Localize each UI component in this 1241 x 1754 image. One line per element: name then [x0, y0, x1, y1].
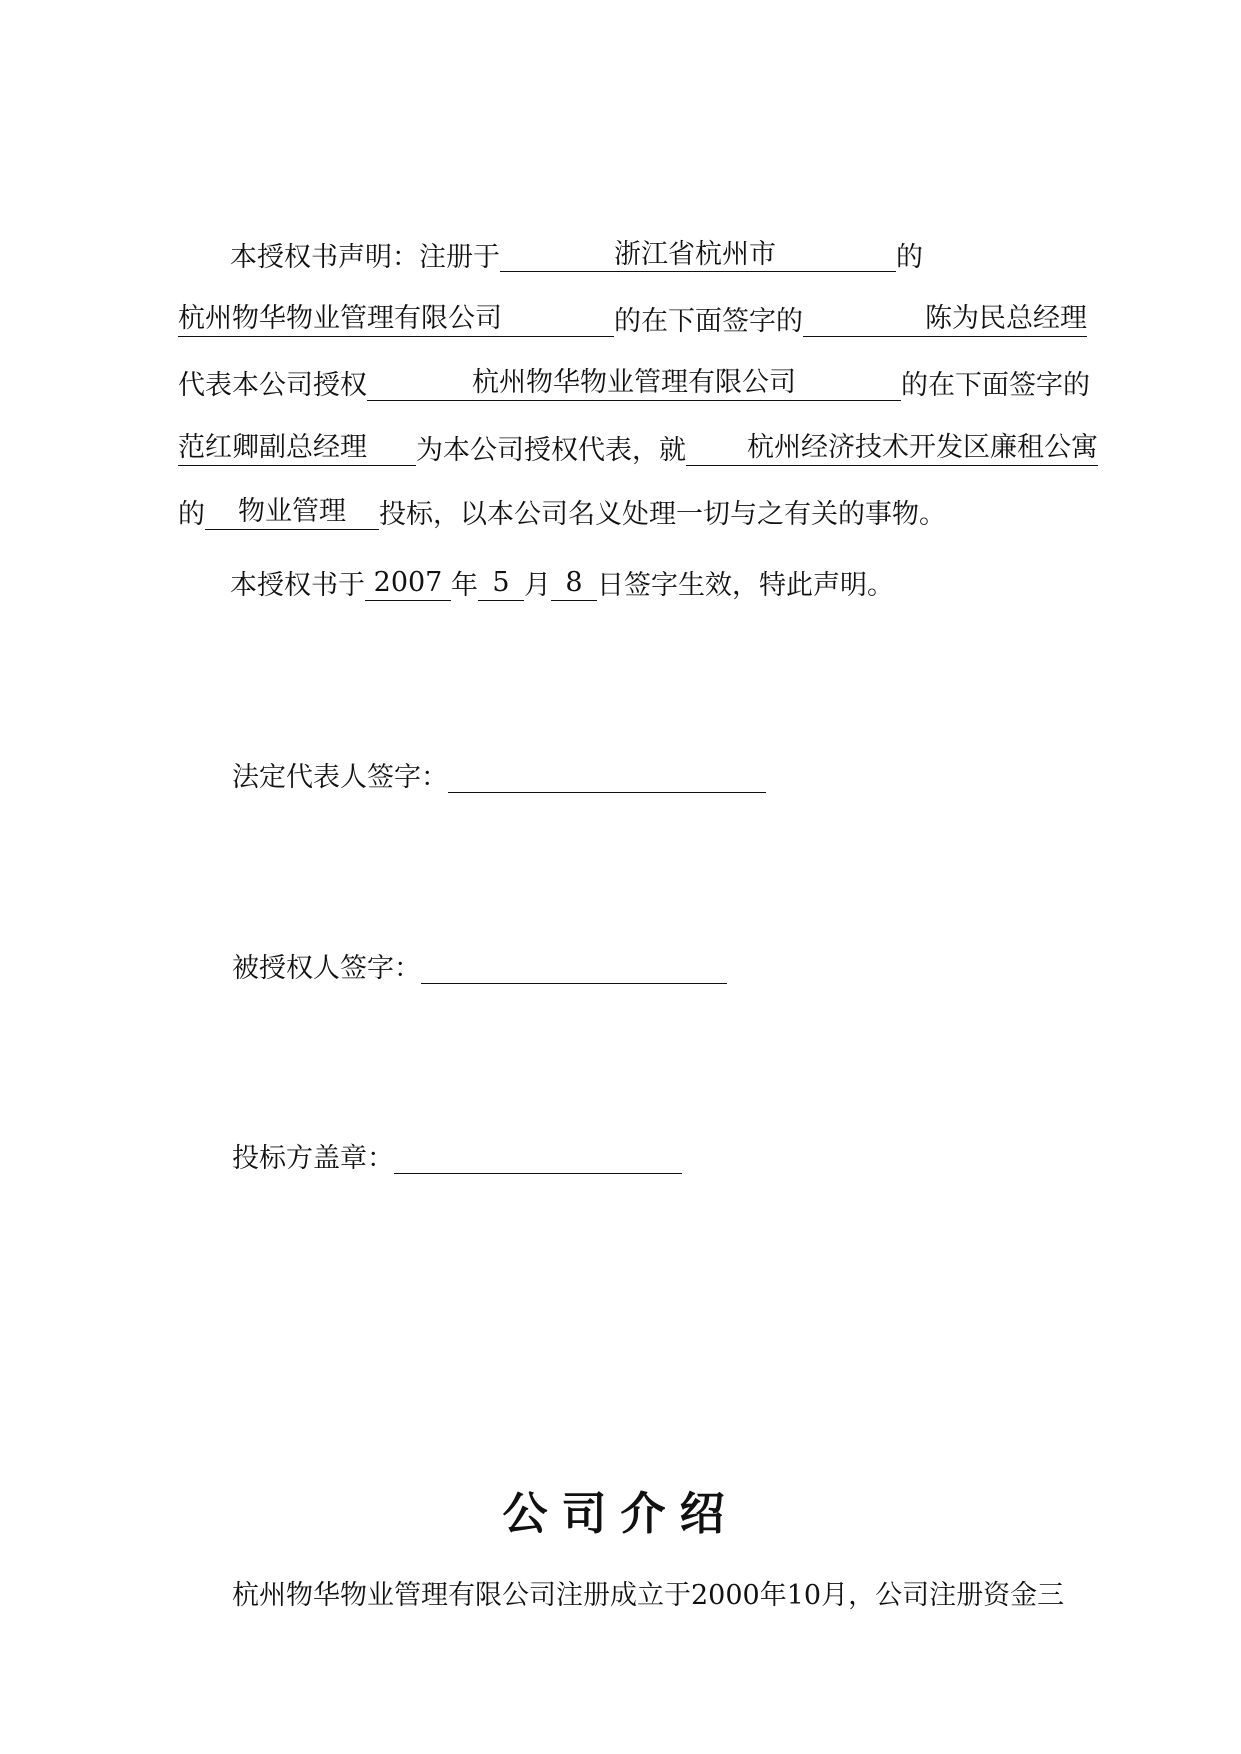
month-field: 5	[478, 566, 524, 601]
line2-middle: 的在下面签字的	[614, 306, 803, 337]
seal-row	[232, 1139, 682, 1179]
seal-line	[394, 1139, 682, 1174]
authorized-signature-row	[232, 949, 727, 989]
authorized-signature-label: 被授权人签字：	[232, 953, 421, 984]
line1-suffix: 的	[896, 242, 923, 273]
project-name-field: 杭州经济技术开发区廉租公寓	[686, 431, 1098, 466]
company-intro-heading: 公司介绍	[502, 1487, 739, 1540]
authorized-signature-line	[421, 949, 727, 984]
legal-rep-signature-row	[232, 758, 766, 798]
legal-rep-signature-line	[448, 758, 766, 793]
date-suffix: 日签字生效，特此声明。	[597, 570, 894, 601]
seal-label: 投标方盖章：	[232, 1143, 394, 1174]
authorized-person-field: 范红卿副总经理	[178, 431, 416, 466]
legal-rep-signature-label: 法定代表人签字：	[232, 762, 448, 793]
line1-prefix: 本授权书声明：注册于	[230, 242, 500, 273]
letter-line-1	[178, 238, 1120, 278]
year-unit: 年	[451, 570, 478, 601]
company-name-field: 杭州物华物业管理有限公司	[178, 302, 614, 337]
line3-prefix: 代表本公司授权	[178, 370, 367, 401]
line5-suffix: 投标，以本公司名义处理一切与之有关的事物。	[379, 499, 946, 530]
letter-line-5	[178, 495, 1120, 535]
day-field: 8	[551, 566, 597, 601]
year-field: 2007	[365, 566, 451, 601]
line5-prefix: 的	[178, 499, 205, 530]
line3-suffix: 的在下面签字的	[901, 370, 1090, 401]
date-prefix: 本授权书于	[230, 570, 365, 601]
letter-line-4	[178, 431, 1120, 471]
legal-representative-field: 陈为民总经理	[803, 302, 1087, 337]
line4-middle: 为本公司授权代表，就	[416, 435, 686, 466]
letter-line-3	[178, 366, 1120, 406]
letter-date-line	[178, 566, 1120, 606]
authorized-company-field: 杭州物华物业管理有限公司	[367, 366, 901, 401]
company-intro-text: 杭州物华物业管理有限公司注册成立于2000年10月，公司注册资金三	[232, 1580, 1065, 1611]
registration-place-field: 浙江省杭州市	[500, 238, 896, 272]
bid-item-field: 物业管理	[205, 495, 379, 530]
month-unit: 月	[524, 570, 551, 601]
letter-line-2	[178, 302, 1120, 342]
